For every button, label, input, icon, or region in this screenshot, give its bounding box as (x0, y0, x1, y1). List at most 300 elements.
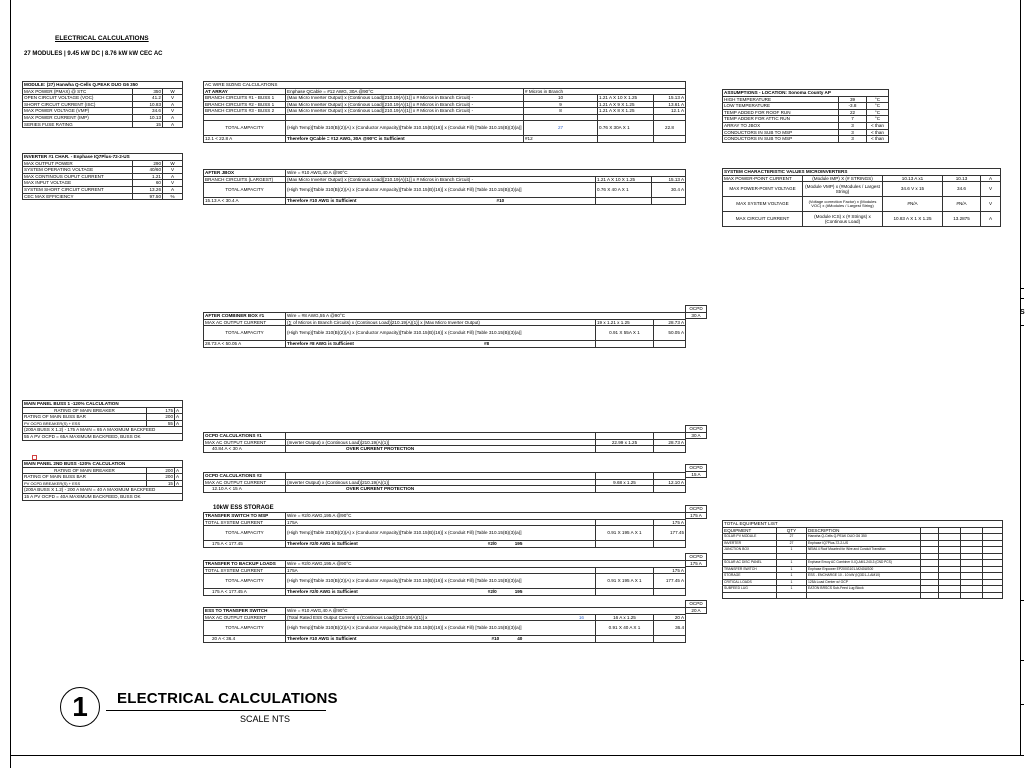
table-row (723, 573, 1003, 580)
total-calc: 0.91 X 195 A X 1 (596, 574, 654, 589)
row-formula: (Max Micro Inverter Output) x (Continous Load)[210.19(A)(1)] x # Micros in Branch Circuit) - (286, 101, 524, 108)
row-value: 15 (147, 480, 175, 487)
row-label: LOW TEMPERATURE (723, 103, 839, 110)
row-label: MAX OUTPUT POWER (23, 160, 133, 167)
total-calc: 0.91 X 195 A X 1 (596, 526, 654, 541)
table-row (723, 96, 889, 103)
table-row (723, 586, 1003, 593)
table-row (23, 180, 183, 187)
row-value: 200 (147, 474, 175, 481)
ampacity-check: 175 A < 177.45 (204, 541, 286, 548)
inverter-title: INVERTER #1 CHAR. - Enphase IQ7Plus-72-2-US (23, 154, 183, 161)
frame-left-border (10, 0, 11, 768)
row-unit: V (163, 108, 183, 115)
row-value: 3 (839, 129, 867, 136)
detail-title-underline (106, 710, 326, 711)
combiner-table (203, 312, 686, 348)
row-calc: 34.6 V x 15 (883, 182, 943, 197)
jbox-table (203, 169, 686, 205)
row-unit: °C (867, 103, 889, 110)
row-label: RATING OF MAIN BUSS BAR (23, 474, 147, 481)
row-qty: 1 (777, 566, 807, 573)
row-label: TEMP ADDED FOR ROOF RUN (723, 109, 839, 116)
row-calc: 16 A x 1.25 (596, 614, 654, 621)
header-description: DESCRIPTION (807, 527, 921, 534)
ocpd2-box (685, 464, 707, 478)
row-qty: 27 (777, 534, 807, 541)
header-equipment: EQUIPMENT (723, 527, 777, 534)
total-result: 177.45 A (654, 574, 686, 589)
row-calc: 1.21 A X 9 X 1.25 (598, 101, 654, 108)
row-result: 15.13 A (652, 176, 686, 183)
total-formula: (High Temp)[Table 310(B)(2)(A) x (Conductor Ampacity)[Table 310.15(B)(16)] x (Conduit Fill) [Table 310.15(B)(3)(a)] (286, 120, 524, 135)
title-block-tick (1020, 325, 1024, 326)
title-block-tick (1020, 288, 1024, 289)
row-label: SYSTEM OPERATING VOLTAGE (23, 167, 133, 174)
row-unit: V (163, 95, 183, 102)
row-result: 15.13 A (654, 95, 686, 102)
table-row (204, 519, 686, 526)
row-unit: A (163, 121, 183, 128)
row-result: 34.6 (943, 182, 981, 197)
title-block-tick (1020, 660, 1024, 661)
row-description: Enphase Enpower EP200G101-M240US00 (807, 566, 921, 573)
ocpd-conclusion: OVER CURRENT PROTECTION (286, 446, 596, 453)
row-description: NEMA 4 Roof Mounted for Wire and Conduit Transition (807, 547, 921, 554)
row-value: 350 (133, 88, 163, 95)
row-unit: °C (867, 109, 889, 116)
row-qty: 1 (777, 547, 807, 554)
table-row (23, 167, 183, 174)
section-title: TRANSFER SWITCH TO MSP (204, 513, 286, 520)
row-value: 3 (839, 136, 867, 143)
ampacity-check: 28.73 A < 50.05 A (204, 341, 286, 348)
table-row (23, 193, 183, 200)
row-calc: 9.68 x 1.25 (596, 479, 654, 486)
table-row (723, 212, 1001, 227)
total-result: 177.45 (654, 526, 686, 541)
row-label: MAX POWER-POINT VOLTAGE (723, 182, 803, 197)
row-label: PV OCPD BREAKER(S) + ESS (23, 420, 147, 427)
table-row (23, 121, 183, 128)
total-ampacity-label: TOTAL AMPACITY (204, 526, 286, 541)
total-ampacity-label: TOTAL AMPACITY (204, 326, 286, 341)
row-label: MAX AC OUTPUT CURRENT (204, 614, 286, 621)
table-row (723, 129, 889, 136)
ocpd2-table (203, 472, 686, 493)
ocpd-label: OCPD (686, 554, 707, 561)
ocpd-conclusion: OVER CURRENT PROTECTION (286, 486, 596, 493)
ocpd1-title: OCPD CALCULATIONS #1 (204, 433, 286, 440)
row-label: OPEN CIRCUIT VOLTAGE (VOC) (23, 95, 133, 102)
table-row (23, 101, 183, 108)
row-label: MAX AC OUTPUT CURRENT (204, 479, 286, 486)
ocpd-value: 30 A (686, 312, 707, 319)
row-label: TEMP ADDER FOR ATTIC RUN (723, 116, 839, 123)
table-row (723, 559, 1003, 566)
ocpd-value: 175 A (686, 560, 707, 567)
row-label: MAX AC OUTPUT CURRENT (204, 319, 286, 326)
ampacity-conclusion: Therefore QCable = #12 AWG, 30A @90°C is Sufficient (286, 135, 524, 142)
total-ampacity-label: TOTAL AMPACITY (204, 120, 286, 135)
ampacity-conclusion: Therefore #8 AWG is Sufficient #8 (286, 341, 596, 348)
row-unit: A (175, 407, 183, 414)
row-value: 15 (133, 121, 163, 128)
row-qty: 27 (777, 540, 807, 547)
total-formula: (High Temp)[Table 310(B)(2)(A) x (Conductor Ampacity)[Table 310.15(B)(16)] x (Conduit Fill) [Table 310.15(B)(3)(a)] (286, 326, 596, 341)
module-table (22, 81, 183, 128)
detail-scale: SCALE NTS (240, 714, 291, 724)
total-calc: 0.91 X 55A X 1 (596, 326, 654, 341)
row-label: TOTAL SYSTEM CURRENT (204, 567, 286, 574)
table-row (23, 420, 183, 427)
row-label: MAX POWER CURRENT (IMP) (23, 114, 133, 121)
total-ampacity-label: TOTAL AMPACITY (204, 574, 286, 589)
total-ampacity-label: TOTAL AMPACITY (204, 183, 286, 198)
row-label: MAX CONTINOUS OUPUT CURRENT (23, 173, 133, 180)
row-value: 13.26 (133, 186, 163, 193)
table-row (723, 540, 1003, 547)
table-row (723, 122, 889, 129)
row-description: Enphase IQ7Plus-72-2-US (807, 540, 921, 547)
title-block-tick (1020, 298, 1024, 299)
table-row (204, 479, 686, 486)
row-unit: < than (867, 122, 889, 129)
table-row (723, 103, 889, 110)
table-row (23, 414, 183, 421)
row-description: Hanwha Q-Cells Q.PEAK DUO G6 350 (807, 534, 921, 541)
row-label: TOTAL SYSTEM CURRENT (204, 519, 286, 526)
transfer-switch-msp-table (203, 512, 686, 548)
row-result: 28.73 A (654, 439, 686, 446)
row-label: MAX SYSTEM VOLTAGE (723, 197, 803, 212)
row-label: CONDUCTORS IN SUB TO MSP (723, 136, 839, 143)
combiner-wire: Wire = #8 AWG,55 A @90°C (286, 313, 686, 320)
table-row (204, 95, 686, 102)
assumptions-title: ASSUMPTIONS - LOCATION: Sonoma County AP (723, 90, 889, 97)
row-unit: < than (867, 136, 889, 143)
row-label: MAX POWER VOLTAGE (VMP) (23, 108, 133, 115)
module-title: MODULE: (27) Hanwha Q-Cells Q.PEAK DUO G6 350 (23, 82, 183, 89)
total-formula: (High Temp)[Table 310(B)(2)(A) x (Conductor Ampacity)[Table 310.15(B)(16)] x (Conduit Fill) [Table 310.15(B)(3)(a)] (286, 621, 596, 636)
row-equipment: CRITICAL LOADS (723, 579, 777, 586)
row-result: 13.2875 (943, 212, 981, 227)
row-description: EATON BRSCS Sub-Feed Lug Block (807, 586, 921, 593)
row-unit: A (175, 467, 183, 474)
jbox-title: AFTER JBOX (204, 170, 286, 177)
combiner-title: AFTER COMBINER BOX #1 (204, 313, 286, 320)
row-value: 97.50 (133, 193, 163, 200)
assumptions-table (722, 89, 889, 143)
ocpd-label: OCPD (686, 465, 707, 472)
panel2-result: 15 A PV OCPD = 40A MAXIMUM BACKFEED, BUSS OK (23, 493, 183, 500)
total-calc: 0.76 X 40 A X 1 (596, 183, 652, 198)
row-label: PV OCPD BREAKER(S) + ESS (23, 480, 147, 487)
row-label: BRANCH CIRCUITS #2 - BUSS 1 (204, 101, 286, 108)
table-row (723, 136, 889, 143)
total-result: 30.4 A (652, 183, 686, 198)
row-unit: W (163, 160, 183, 167)
total-result: 50.05 A (654, 326, 686, 341)
row-unit: % (163, 193, 183, 200)
row-formula: (Max Micro Inverter Output) x (Continous Load)[210.19(A)(1)] x # Micros in Branch Circuit) - (286, 108, 524, 115)
row-unit: °C (867, 96, 889, 103)
equipment-title: TOTAL EQUIPMENT LIST (723, 521, 1003, 528)
row-result: 175 A (654, 567, 686, 574)
row-equipment: TRANSFER SWITCH (723, 566, 777, 573)
micros-header: # Micros in Branch (524, 88, 686, 95)
row-formula: (Inverter Output) x (Continous Load)[210.19(A)(1)] (286, 479, 596, 486)
table-row (23, 95, 183, 102)
section-wire: Wire = #10 AWG,40 A @90°C (286, 608, 686, 615)
ess-transfer-switch-table (203, 607, 686, 643)
ocpd2-title: OCPD CALCULATIONS #2 (204, 473, 286, 480)
table-row (723, 197, 1001, 212)
ampacity-check: 175 A < 177.45 A (204, 589, 286, 596)
row-calc: 22.99 x 1.25 (596, 439, 654, 446)
row-equipment: SOLAR AC DISC PANEL (723, 559, 777, 566)
main-panel-buss1-table (22, 400, 183, 441)
title-block-tick (1020, 704, 1024, 705)
row-value: 7 (839, 116, 867, 123)
row-label: RATING OF MAIN BREAKER (23, 407, 147, 414)
storage-heading: 10kW ESS STORAGE (213, 505, 274, 511)
row-unit: A (981, 212, 1001, 227)
table-row (23, 160, 183, 167)
row-label: MAX AC OUTPUT CURRENT (204, 439, 286, 446)
panel2-title: MAIN PANEL 2ND BUSS -120% CALCULATION (23, 461, 183, 468)
row-label: SYSTEM SHORT CIRCUIT CURRENT (23, 186, 133, 193)
jbox-wire: Wire = #10 AWG,40 A @90°C (286, 170, 686, 177)
row-result: #N/A (943, 197, 981, 212)
row-label: ARRAY TO JBOX (723, 122, 839, 129)
system-characteristics-table (722, 168, 1001, 227)
row-label: HIGH TEMPERATURE (723, 96, 839, 103)
row-formula: (Max Micro Inverter Output) x (Continous Load)[210.19(A)(1)] x # Micros in Branch Circuit) - (286, 95, 524, 102)
row-unit: V (981, 197, 1001, 212)
row-equipment: INVERTER (723, 540, 777, 547)
detail-title: ELECTRICAL CALCULATIONS (117, 690, 338, 707)
ocpd-value: 15 A (686, 471, 707, 478)
row-unit: A (981, 175, 1001, 182)
row-value: 175 (147, 407, 175, 414)
table-row (23, 173, 183, 180)
ampacity-conclusion: Therefore #10 AWG is Sufficient #10 40 (286, 636, 596, 643)
ampacity-check: 20 A < 36.4 (204, 636, 286, 643)
detail-number-bubble: 1 (60, 687, 100, 727)
row-value: 10.83 (133, 101, 163, 108)
panel1-calc: (200A BUSS X 1.2) - 175 A MAIN = 65 A MAXIMUM BACKFEED (23, 427, 183, 434)
total-calc: 0.91 X 40 A X 1 (596, 621, 654, 636)
row-equipment: STORAGE (723, 573, 777, 580)
row-label: MAX INPUT VOLTAGE (23, 180, 133, 187)
table-row (23, 88, 183, 95)
row-label: BRANCH CIRCUITS #1 - BUSS 1 (204, 95, 286, 102)
row-calc: 10.13 A x1 (883, 175, 943, 182)
row-formula: (Inverter Output) x (Continous Load)[210.19(A)(1)] (286, 439, 596, 446)
row-count: 8 (524, 108, 598, 115)
system-summary: 27 MODULES | 9.45 kW DC | 8.76 kW kW CEC AC (24, 51, 163, 57)
row-calc: 1.21 A X 10 X 1.25 (598, 95, 654, 102)
row-count: 9 (524, 101, 598, 108)
ampacity-conclusion: Therefore #2/0 AWG is Sufficient #2/0 195 (286, 589, 596, 596)
row-count: 10 (524, 95, 598, 102)
table-row (723, 566, 1003, 573)
row-unit: °C (867, 116, 889, 123)
row-result: 13.61 A (654, 101, 686, 108)
ampacity-check: 12.1 < 22.8 A (204, 135, 286, 142)
row-unit: A (163, 101, 183, 108)
inverter-table (22, 153, 183, 200)
table-row (23, 407, 183, 414)
row-formula: (Module IMP) X (# STRINGS) (803, 175, 883, 182)
row-label: BRANCH CIRCUITS (LARGEST) (204, 176, 286, 183)
section-wire: Wire = #2/0 AWG,195 A @90°C (286, 513, 686, 520)
ampacity-check: 15.13 A < 30.4 A (204, 198, 286, 205)
row-unit: V (163, 167, 183, 174)
row-value: 10.13 (133, 114, 163, 121)
row-equipment: JUNCTION BOX (723, 547, 777, 554)
row-value: 175A (286, 519, 596, 526)
table-row (23, 480, 183, 487)
row-description: Enphase Envoy AC Combiner X-IQ-AM1-240-3 (CND PCS) (807, 559, 921, 566)
table-row (204, 439, 686, 446)
title-block-tick (1020, 600, 1024, 601)
row-label: CONDUCTORS IN SUB TO MSP (723, 129, 839, 136)
row-calc: 1.21 A X 10 X 1.25 (596, 176, 652, 183)
row-description: 125A Load Center w/ OCP (807, 579, 921, 586)
table-row (723, 534, 1003, 541)
main-panel-buss2-table (22, 460, 183, 501)
table-row (723, 109, 889, 116)
row-value: 1.21 (133, 173, 163, 180)
row-formula: (Module VMP) x (#Modules / Largest String) (803, 182, 883, 197)
row-value: 34.6 (133, 108, 163, 115)
ocpd-value: 20 A (686, 607, 707, 614)
ocpd1-box (685, 425, 707, 439)
total-formula: (High Temp)[Table 310(B)(2)(A) x (Conductor Ampacity)[Table 310.15(B)(16)] x (Conduit Fill) [Table 310.15(B)(3)(a)] (286, 183, 596, 198)
row-result: 20 A (654, 614, 686, 621)
row-calc: 19 x 1.21 x 1.25 (596, 319, 654, 326)
ac-wire-sizing-table (203, 81, 686, 143)
row-value: 200 (147, 414, 175, 421)
panel1-title: MAIN PANEL BUSS 1 -120% CALCULATION (23, 401, 183, 408)
row-formula: (Total Rated ESS Output Current) x (Continous Load)[210.19(A)(1)] x 16 (286, 614, 596, 621)
row-unit: A (175, 414, 183, 421)
row-label: RATING OF MAIN BUSS BAR (23, 414, 147, 421)
row-label: MAX POWER (PMAX) @ STC (23, 88, 133, 95)
section-title: TRANSFER TO BACKUP LOADS (204, 561, 286, 568)
row-unit: W (163, 88, 183, 95)
table-row (723, 547, 1003, 554)
ess-ts-ocpd-box (685, 600, 707, 614)
row-calc: 1.21 A X 8 X 1.25 (598, 108, 654, 115)
page-title: ELECTRICAL CALCULATIONS (55, 35, 149, 42)
equipment-list-table (722, 520, 1003, 599)
ocpd-check: 40.84 A < 30 A (204, 446, 286, 453)
ts-msp-ocpd-box (685, 505, 707, 519)
total-calc: 0.76 X 30A X 1 (598, 120, 654, 135)
total-result: 22.8 (654, 120, 686, 135)
ocpd1-table (203, 432, 686, 453)
ocpd-value: 30 A (686, 432, 707, 439)
title-block-border (1020, 0, 1021, 756)
row-label: SERIES FUSE RATING (23, 121, 133, 128)
row-value: 3 (839, 122, 867, 129)
row-value: 175A (286, 567, 596, 574)
table-row (723, 182, 1001, 197)
row-label: MAX CIRCUIT CURRENT (723, 212, 803, 227)
table-row (23, 186, 183, 193)
row-unit: A (175, 474, 183, 481)
row-unit: A (163, 114, 183, 121)
table-row (723, 116, 889, 123)
row-value: 39 (839, 96, 867, 103)
row-unit: < than (867, 129, 889, 136)
row-label: BRANCH CIRCUITS #3 - BUSS 2 (204, 108, 286, 115)
row-unit: A (175, 480, 183, 487)
at-array-label: AT ARRAY (204, 88, 286, 95)
table-row (204, 319, 686, 326)
row-value: 55 (147, 420, 175, 427)
table-row (204, 108, 686, 115)
ocpd-label: OCPD (686, 601, 707, 608)
row-formula: (Module ICS) x (# Strings) x (Continous Load) (803, 212, 883, 227)
row-result: 28.73 A (654, 319, 686, 326)
table-row (23, 114, 183, 121)
row-qty: 1 (777, 559, 807, 566)
total-result: 36.4 (654, 621, 686, 636)
row-unit: V (981, 182, 1001, 197)
row-formula: (Max Micro Inverter Output) x (Continous Load)[210.19(A)(1)] x # Micros in Branch Circuit) - (286, 176, 596, 183)
row-value: 290 (133, 160, 163, 167)
table-row (723, 579, 1003, 586)
row-label: MAX POWER-POINT CURRENT (723, 175, 803, 182)
row-result: 10.13 (943, 175, 981, 182)
ts-backup-ocpd-box (685, 553, 707, 567)
panel2-calc: (200A BUSS X 1.2) - 200 A MAIN = 40 A MAXIMUM BACKFEED (23, 487, 183, 494)
row-equipment: SOLAR PV MODULE (723, 534, 777, 541)
total-formula: (High Temp)[Table 310(B)(2)(A) x (Conductor Ampacity)[Table 310.15(B)(16)] x (Conduit Fill) [Table 310.15(B)(3)(a)] (286, 574, 596, 589)
table-row (723, 175, 1001, 182)
row-calc: 10.83 A X 1 X 1.25 (883, 212, 943, 227)
row-qty: 1 (777, 579, 807, 586)
row-result: 12.10 A (654, 479, 686, 486)
row-value: 40/60 (133, 167, 163, 174)
ocpd-check: 12.10 A < 15 A (204, 486, 286, 493)
row-calc: #N/A (883, 197, 943, 212)
ocpd-label: OCPD (686, 306, 707, 313)
total-formula: (High Temp)[Table 310(B)(2)(A) x (Conductor Ampacity)[Table 310.15(B)(16)] x (Conduit Fill) [Table 310.15(B)(3)(a)] (286, 526, 596, 541)
row-unit: A (163, 186, 183, 193)
ampacity-conclusion: Therefore #2/0 AWG is Sufficient #2/0 195 (286, 541, 596, 548)
row-formula: (∑ of Micros in Branch Circuits) x (Continous Load)[210.19(A)(1)] x (Max Micro Inverter Output) (286, 319, 596, 326)
row-value: 200 (147, 467, 175, 474)
table-row (23, 474, 183, 481)
row-unit: A (163, 173, 183, 180)
row-description: ESS - ENCHARGE 10 - 10 kW (IQ3D1-J-AM10) (807, 573, 921, 580)
row-result: 12.1 A (654, 108, 686, 115)
table-row (23, 467, 183, 474)
row-unit: V (163, 180, 183, 187)
row-label: SHORT CIRCUIT CURRENT (ISC) (23, 101, 133, 108)
row-equipment: SUBFEED LUG (723, 586, 777, 593)
row-label: CEC MAX EFFICIENCY (23, 193, 133, 200)
row-value: 22 (839, 109, 867, 116)
system-char-title: SYSTEM CHARACTERISTIC VALUES MICROINVERTERS (723, 169, 1001, 176)
row-unit: A (175, 420, 183, 427)
row-label: RATING OF MAIN BREAKER (23, 467, 147, 474)
